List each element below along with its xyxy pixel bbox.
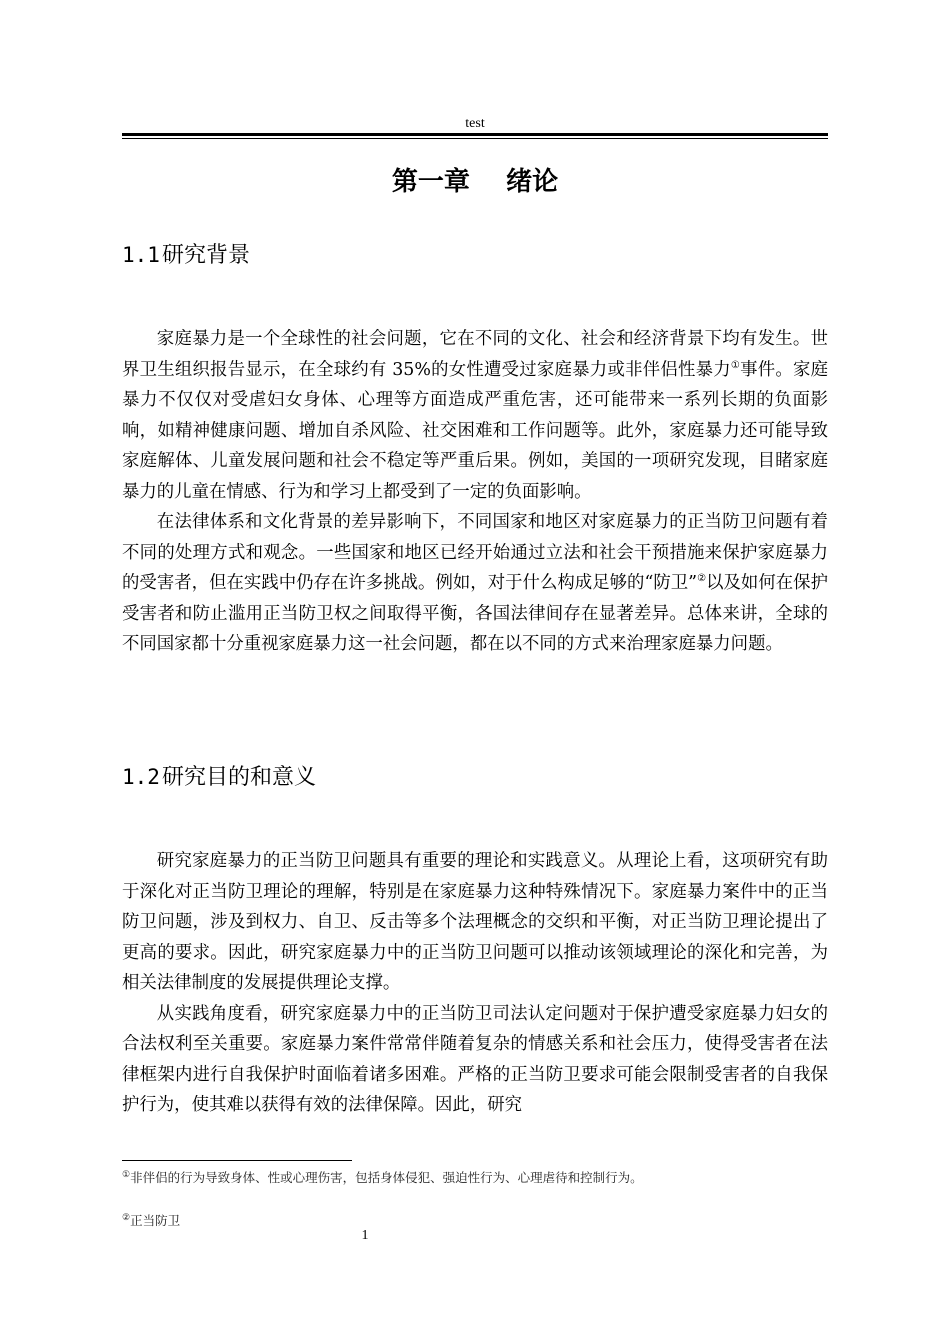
- header-rule-thick: [122, 133, 828, 136]
- section-1-2-body: [122, 846, 828, 1121]
- page-number: 1: [361, 1228, 369, 1243]
- paragraph-text: 以及如何在保护受害者和防止滥用正当防卫权之间取得平衡，各国法律间存在显著差异。总体来讲，全球的不同国家都十分重视家庭暴力这一社会问题，都在以不同的方式来治理家庭暴力问题。: [122, 573, 828, 654]
- paragraph-text: 事件。家庭暴力不仅仅对受虐妇女身体、心理等方面造成严重危害，还可能带来一系列长期的负面影响，如精神健康问题、增加自杀风险、社交困难和工作问题等。此外，家庭暴力还可能导致家庭解体、儿童发展问题和社会不稳定等严重后果。例如，美国的一项研究发现，目睹家庭暴力的儿童在情感、行为和学习上都受到了一定的负面影响。: [122, 359, 828, 502]
- chapter-title: 第一章 绪论: [391, 167, 559, 197]
- paragraph: 研究家庭暴力的正当防卫问题具有重要的理论和实践意义。从理论上看，这项研究有助于深化对正当防卫理论的理解，特别是在家庭暴力这种特殊情况下。家庭暴力案件中的正当防卫问题，涉及到权力、自卫、反击等多个法理概念的交织和平衡，对正当防卫理论提出了更高的要求。因此，研究家庭暴力中的正当防卫问题可以推动该领域理论的深化和完善，为相关法律制度的发展提供理论支撑。: [122, 851, 828, 993]
- running-header: test: [465, 116, 485, 131]
- paragraph-text: 家庭暴力是一个全球性的社会问题，它在不同的文化、社会和经济背景下均有发生。世界卫生组织报告显示，在全球约有 35%的女性遭受过家庭暴力或非伴侣性暴力: [122, 329, 828, 380]
- header-rule-thin: [122, 138, 828, 139]
- section-title-text: 研究目的和意义: [161, 765, 316, 790]
- paragraph: [122, 324, 828, 507]
- footnote-2: [122, 1213, 828, 1229]
- footnote-mark: ②: [122, 1213, 131, 1223]
- footnote-1: [122, 1170, 828, 1186]
- section-heading-1-1: [122, 240, 828, 271]
- footnote-text: 正当防卫: [130, 1213, 181, 1228]
- section-number: 1.2: [122, 765, 160, 789]
- footnote-separator: [122, 1160, 352, 1161]
- footnote-ref-1[interactable]: ①: [730, 359, 741, 371]
- paragraph-text: 在法律体系和文化背景的差异影响下，不同国家和地区对家庭暴力的正当防卫问题有着不同的处理方式和观念。一些国家和地区已经开始通过立法和社会干预措施来保护家庭暴力的受害者，但在实践中仍存在许多挑战。例如，对于什么构成足够的“防卫”: [122, 512, 828, 593]
- footnote-mark: ①: [122, 1170, 131, 1180]
- footnote-text: 非伴侣的行为导致身体、性或心理伤害，包括身体侵犯、强迫性行为、心理虐待和控制行为。: [130, 1170, 643, 1185]
- section-1-1-body: [122, 324, 828, 660]
- section-number: 1.1: [122, 243, 160, 267]
- section-title-text: 研究背景: [161, 243, 250, 268]
- paragraph: 从实践角度看，研究家庭暴力中的正当防卫司法认定问题对于保护遭受家庭暴力妇女的合法权利至关重要。家庭暴力案件常常伴随着复杂的情感关系和社会压力，使得受害者在法律框架内进行自我保护时面临着诸多困难。严格的正当防卫要求可能会限制受害者的自我保护行为，使其难以获得有效的法律保障。因此，研究: [122, 1003, 828, 1115]
- section-heading-1-2: [122, 762, 828, 793]
- paragraph: [122, 507, 828, 660]
- footnote-ref-2[interactable]: ②: [697, 573, 707, 584]
